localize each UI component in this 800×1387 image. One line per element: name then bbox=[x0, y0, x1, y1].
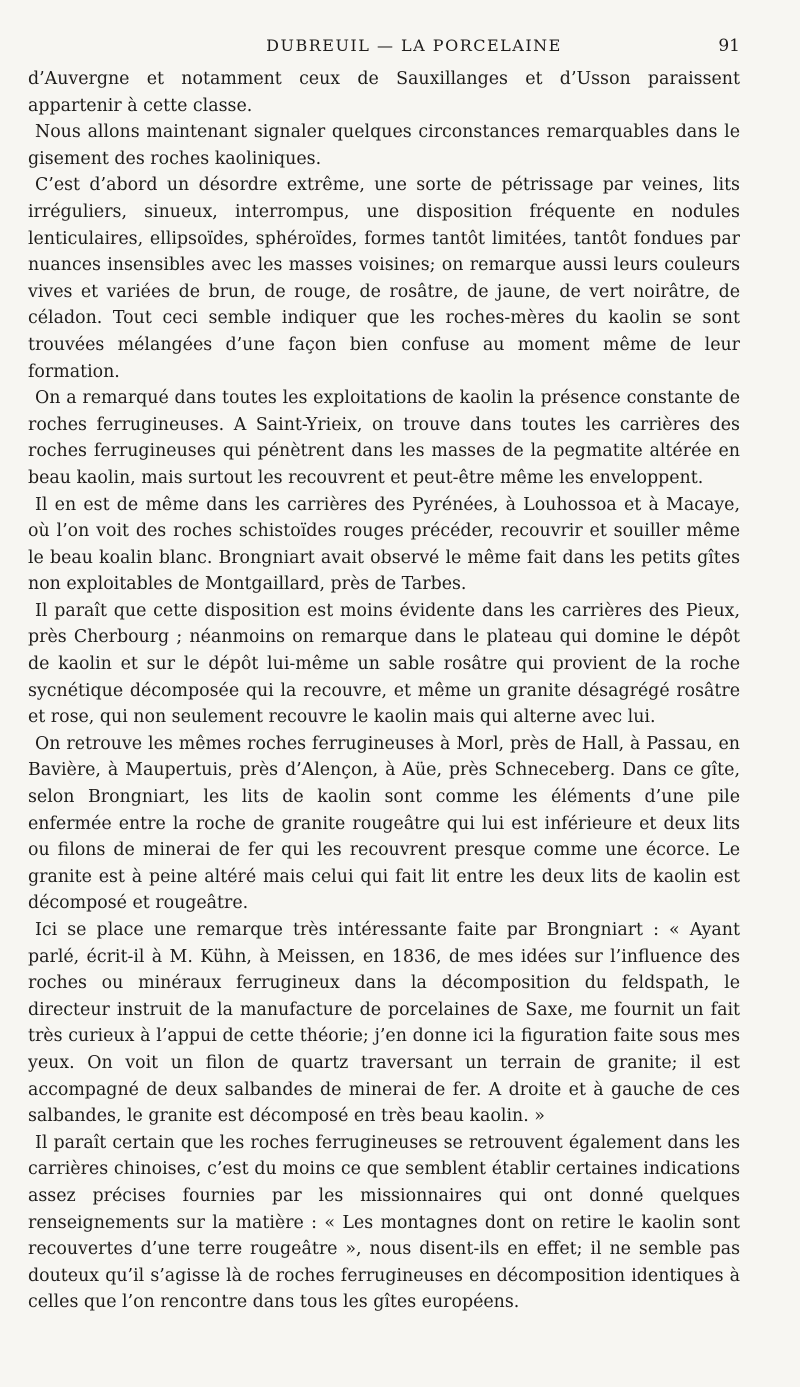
paragraph: Il en est de même dans les carrières des Pyrénées, à Louhossoa et à Macaye, où l’on voit des roches schistoïdes rouges précéder, recouvrir et souiller même le beau koalin blanc. Brongniart avait observé le même fait dans les petits gîtes non exploitables de Montgaillard, près de Tarbes. bbox=[28, 494, 740, 595]
body-text bbox=[28, 66, 740, 1316]
paragraph: Il paraît que cette disposition est moins évidente dans les carrières des Pieux, près Cherbourg ; néanmoins on remarque dans le plateau qui domine le dépôt de kaolin et sur le dépôt lui-même un sable rosâtre qui provient de la roche sycnétique décomposée qui la recouvre, et même un granite désagrégé rosâtre et rose, qui non seulement recouvre le kaolin mais qui alterne avec lui. bbox=[28, 600, 740, 728]
running-header bbox=[28, 36, 740, 66]
paragraph: Nous allons maintenant signaler quelques circonstances remarquables dans le gisement des roches kaoliniques. bbox=[28, 122, 740, 169]
paragraph-continuation: d’Auvergne et notamment ceux de Sauxillanges et d’Usson paraissent appartenir à cette classe. bbox=[28, 69, 740, 116]
paragraph: On a remarqué dans toutes les exploitations de kaolin la présence constante de roches ferrugineuses. A Saint-Yrieix, on trouve dans toutes les carrières des roches ferrugineuses qui pénètrent dans les masses de la pegmatite altérée en beau kaolin, mais surtout les recouvrent et peut-être même les enveloppent. bbox=[28, 388, 740, 488]
running-title: DUBREUIL — LA PORCELAINE bbox=[266, 36, 562, 55]
page-number: 91 bbox=[718, 36, 740, 56]
paragraph: C’est d’abord un désordre extrême, une sorte de pétrissage par veines, lits irréguliers, sinueux, interrompus, une disposition fréquente en nodules lenticulaires, ellipsoïdes, sphéroïdes, formes tantôt limitées, tantôt fondues par nuances insensibles avec les masses voisines; on remarque aussi leurs couleurs vives et variées de brun, de rouge, de rosâtre, de jaune, de vert noirâtre, de céladon. Tout ceci semble indiquer que les roches-mères du kaolin se sont trouvées mélangées d’une façon bien confuse au moment même de leur formation. bbox=[28, 175, 740, 382]
paragraph: Ici se place une remarque très intéressante faite par Brongniart : « Ayant parlé, écrit-il à M. Kühn, à Meissen, en 1836, de mes idées sur l’influence des roches ou minéraux ferrugineux dans la décomposition du feldspath, le directeur instruit de la manufacture de porcelaines de Saxe, me fournit un fait très curieux à l’appui de cette théorie; j’en donne ici la figuration faite sous mes yeux. On voit un filon de quartz traversant un terrain de granite; il est accompagné de deux salbandes de minerai de fer. A droite et à gauche de ces salbandes, le granite est décomposé en très beau kaolin. » bbox=[28, 920, 740, 1127]
paragraph: Il paraît certain que les roches ferrugineuses se retrouvent également dans les carrières chinoises, c’est du moins ce que semblent établir certaines indications assez précises fournies par les missionnaires qui ont donné quelques renseignements sur la matière : « Les montagnes dont on retire le kaolin sont recouvertes d’une terre rougeâtre », nous disent-ils en effet; il ne semble pas douteux qu’il s’agisse là de roches ferrugineuses en décomposition identiques à celles que l’on rencontre dans tous les gîtes européens. bbox=[28, 1132, 740, 1313]
paragraph: On retrouve les mêmes roches ferrugineuses à Morl, près de Hall, à Passau, en Bavière, à Maupertuis, près d’Alençon, à Aüe, près Schneceberg. Dans ce gîte, selon Brongniart, les lits de kaolin sont comme les éléments d’une pile enfermée entre la roche de granite rougeâtre qui lui est inférieure et deux lits ou filons de minerai de fer qui les recouvrent presque comme une écorce. Le granite est à peine altéré mais celui qui fait lit entre les deux lits de kaolin est décomposé et rougeâtre. bbox=[28, 733, 740, 914]
